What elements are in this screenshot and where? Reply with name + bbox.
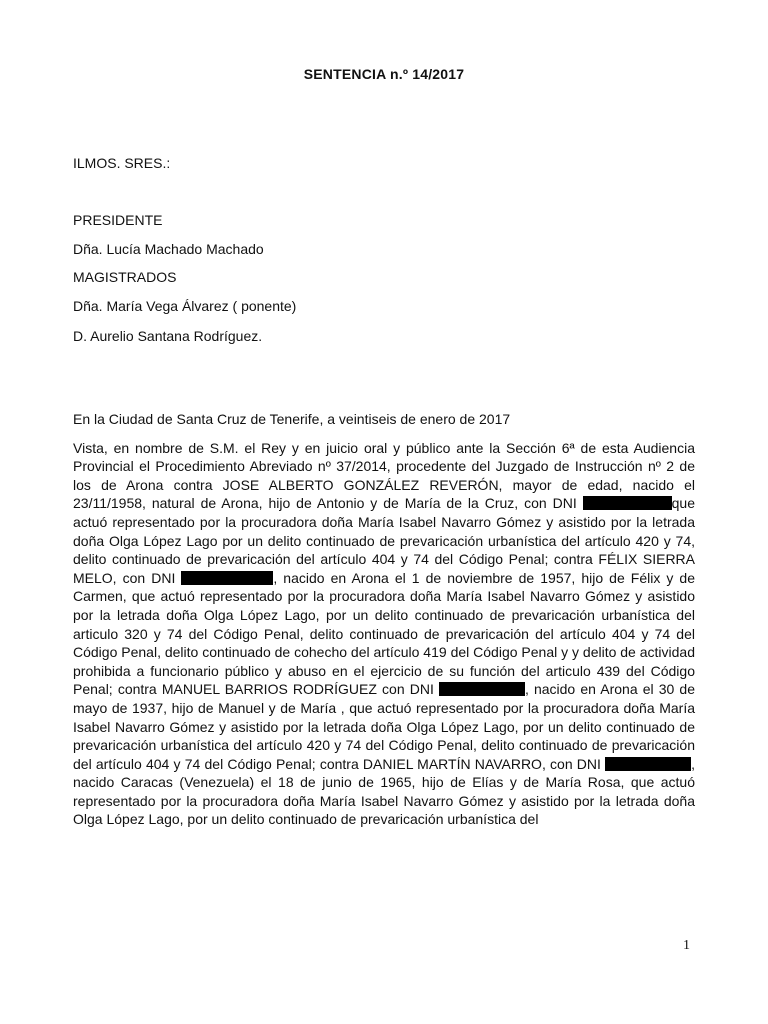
paragraph-segment: que actuó representado por la procuradora doña María Isabel Navarro Gómez y asistido por la letrada doña Olga López Lago por un delito continuado de prevaricación urbanística del artículo 420 y 74, delito continuado de prevaricación del artículo 404 y 74 del Código Penal; contra FÉLIX SIERRA MELO, con DNI xyxy=(73,495,695,586)
magistrado-2-name: D. Aurelio Santana Rodríguez. xyxy=(73,328,263,344)
document-body xyxy=(73,410,695,839)
paragraph-segment: , nacido en Arona el 1 de noviembre de 1957, hijo de Félix y de Carmen, que actuó representado por la procuradora doña María Isabel Navarro Gómez y asistido por la letrada doña Olga López Lago, por un delito continuado de prevaricación urbanística del articulo 320 y 74 del Código Penal, delito continuado de prevaricación del artículo 404 y 74 del Código Penal, delito continuado de cohecho del artículo 419 del Código Penal y y delito de actividad prohibida a funcionario público y abuso en el ejercicio de su función del articulo 439 del Código Penal; contra MANUEL BARRIOS RODRÍGUEZ con DNI xyxy=(73,569,695,698)
paragraph-segment: , nacido en Arona el 30 de mayo de 1937, hijo de Manuel y de María , que actuó representado por la procuradora doña María Isabel Navarro Gómez y asistido por la letrada doña Olga López Lago, por un delito continuado de prevaricación urbanística del artículo 420 y 74 del Código Penal, delito continuado de prevaricación del artículo 404 y 74 del Código Penal; contra DANIEL MARTÍN NAVARRO, con DNI xyxy=(73,681,695,772)
redaction-bar xyxy=(605,757,691,771)
place-date-line: En la Ciudad de Santa Cruz de Tenerife, a veintiseis de enero de 2017 xyxy=(73,411,511,427)
presidente-name: Dña. Lucía Machado Machado xyxy=(73,241,264,257)
redaction-bar xyxy=(439,682,525,696)
main-paragraph xyxy=(73,439,695,829)
presidente-label: PRESIDENTE xyxy=(73,212,163,228)
ilmos-heading: ILMOS. SRES.: xyxy=(73,155,171,171)
magistrado-1-name: Dña. María Vega Álvarez ( ponente) xyxy=(73,298,297,314)
magistrados-label: MAGISTRADOS xyxy=(73,269,177,285)
paragraph-segment: , nacido Caracas (Venezuela) el 18 de junio de 1965, hijo de Elías y de María Rosa, que actuó representado por la procuradora doña María Isabel Navarro Gómez y asistido por la letrada doña Olga López Lago, por un delito continuado de prevaricación urbanística del xyxy=(73,755,695,828)
page-number: 1 xyxy=(683,938,690,953)
redaction-bar xyxy=(181,571,273,585)
paragraph-segment: Vista, en nombre de S.M. el Rey y en juicio oral y público ante la Sección 6ª de esta Audiencia Provincial el Procedimiento Abreviado nº 37/2014, procedente del Juzgado de Instrucción nº 2 de los de Arona contra JOSE ALBERTO GONZÁLEZ REVERÓN, mayor de edad, nacido el 23/11/1958, natural de Arona, hijo de Antonio y de María de la Cruz, con DNI xyxy=(73,439,695,512)
redaction-bar xyxy=(583,496,672,510)
document-title: SENTENCIA n.º 14/2017 xyxy=(303,66,465,82)
